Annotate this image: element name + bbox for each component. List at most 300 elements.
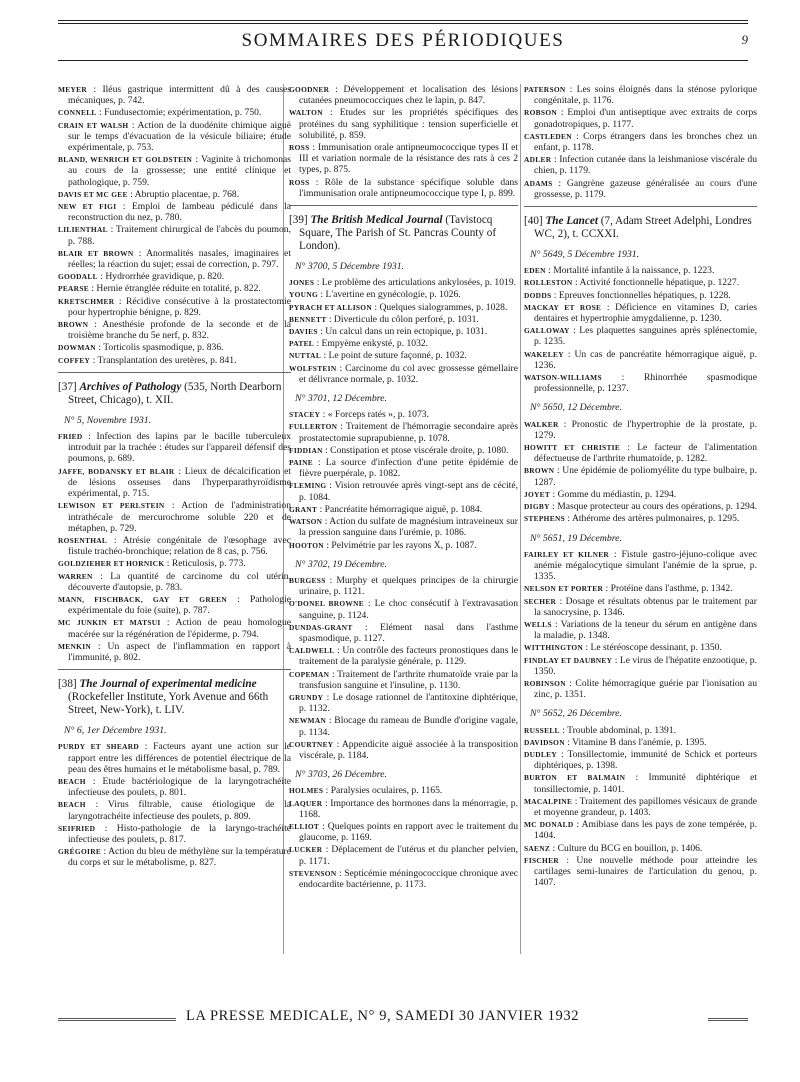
entry-authors: MC JUNKIN ET MATSUI	[58, 618, 161, 628]
entry-text: : Trouble abdominal, p. 1391.	[559, 724, 676, 736]
entry-text: : Reticulosis, p. 773.	[164, 558, 246, 570]
abstract-entry	[58, 342, 291, 353]
entry-text: : Infection cutanée dans la leishmaniose viscérale du chien, p. 1179.	[534, 154, 757, 177]
journal-address: (7, Adam Street Adelphi, Londres WC, 2), t. CCXXI.	[534, 215, 752, 241]
entry-text: : La source d'infection d'une petite épidémie de fièvre puerpérale, p. 1082.	[299, 457, 518, 480]
entry-text: : Facteurs ayant une action sur le rapport entre les différences de potentiel électrique de la peau des êtres humains et le métabolisme basal, p. 789.	[68, 741, 291, 775]
abstract-entry	[58, 594, 291, 616]
entry-list	[58, 741, 291, 868]
entry-list	[58, 84, 291, 366]
entry-text: : Vitamine B dans l'anémie, p. 1395.	[564, 736, 707, 748]
entry-text: : Traitement des papillomes vésicaux de grande et moyenne grandeur, p. 1403.	[534, 795, 757, 818]
entry-text: : La quantité de carcinome du col utérin, découverte d'autopsie, p. 783.	[68, 570, 291, 593]
entry-authors: GOODNER	[289, 85, 330, 94]
entry-authors: LILIENTHAL	[58, 225, 108, 235]
entry-authors: MANN, FISCHBACK, GAY ET GREEN	[58, 594, 228, 604]
entry-text: : Gomme du médiastin, p. 1294.	[550, 488, 677, 500]
entry-text: : Amibiase dans les pays de zone tempérée, p. 1404.	[534, 819, 758, 842]
abstract-entry	[524, 678, 757, 700]
abstract-entry	[289, 540, 518, 551]
entry-text: : Masque protecteur au cours des opérations, p. 1294.	[549, 501, 758, 513]
abstract-entry	[524, 655, 757, 677]
entry-authors: SECHER	[524, 596, 557, 606]
entry-authors: DIGBY	[524, 502, 550, 512]
journal-name: Archives of Pathology	[79, 380, 182, 393]
entry-list	[524, 549, 757, 701]
journal-number: [39]	[289, 214, 308, 227]
abstract-entry	[524, 737, 757, 748]
entry-text: : Rôle de la substance spécifique soluble dans l'immunisation orale antipneumococcique type I, p. 899.	[299, 176, 518, 199]
entry-text: : Culture du BCG en bouillon, p. 1406.	[550, 842, 703, 854]
abstract-entry	[524, 619, 757, 641]
entry-authors: FRIED	[58, 432, 83, 442]
entry-authors: YOUNG	[289, 290, 319, 300]
abstract-entry	[289, 844, 518, 866]
abstract-entry	[58, 283, 291, 294]
entry-authors: WALKER	[524, 419, 559, 429]
entry-text: : Traitement de l'hémorragie secondaire après prostatectomie suprapubienne, p. 1078.	[299, 421, 518, 444]
entry-authors: PYRACH ET ALLISON	[289, 302, 372, 312]
entry-text: : Gangrène gazeuse généralisée au cours d'une grossesse, p. 1179.	[534, 177, 757, 200]
entry-text: : Hernie étranglée réduite en totalité, p. 822.	[88, 283, 261, 295]
entry-text: : Variations de la teneur du sérum en antigène dans la maladie, p. 1348.	[534, 618, 757, 642]
entry-authors: DAVIDSON	[524, 737, 565, 747]
entry-text: : Fundusectomie; expérimentation, p. 750.	[96, 107, 262, 119]
entry-text: : Paralysies oculaires, p. 1165.	[323, 785, 443, 797]
abstract-entry	[58, 500, 291, 534]
abstract-entry	[289, 338, 518, 349]
entry-authors: STEPHENS	[524, 514, 566, 524]
entry-authors: WOLFSTEIN	[289, 363, 337, 373]
entry-authors: RUSSELL	[524, 725, 560, 735]
abstract-entry	[58, 571, 291, 593]
abstract-entry	[58, 319, 291, 341]
page-number: 9	[741, 32, 748, 47]
entry-authors: HOOTON	[289, 540, 324, 550]
entry-authors: FULLERTON	[289, 422, 338, 432]
entry-authors: KRETSCHMER	[58, 296, 115, 306]
entry-text: : Mortalité infantile à la naissance, p. 1223.	[545, 265, 715, 277]
abstract-entry	[58, 535, 291, 557]
abstract-entry	[58, 296, 291, 318]
entry-text: : Un cas de pancréatite hémorragique aiguë, p. 1236.	[534, 348, 757, 371]
entry-text: : Tonsillectomie, immunité de Schick et porteurs diphtériques, p. 1398.	[534, 748, 757, 772]
issue-date: N° 3703, 26 Décembre.	[295, 769, 387, 781]
abstract-entry	[289, 363, 518, 385]
entry-text: : Virus filtrable, cause étiologique de la laryngotrachéite infectieuse des poulets, p. 809.	[68, 799, 291, 822]
column-right	[524, 84, 757, 889]
abstract-entry	[289, 669, 518, 691]
abstract-entry	[289, 575, 518, 597]
entry-authors: CASTLEDEN	[524, 131, 572, 141]
entry-authors: BURGESS	[289, 575, 326, 585]
abstract-entry	[58, 431, 291, 465]
page-footer	[58, 1008, 748, 1036]
entry-text: : Traitement chirurgical de l'abcès du poumon, p. 788.	[68, 224, 291, 247]
entry-text: : Immunité diphtérique et tonsillectomie, p. 1401.	[534, 772, 757, 795]
journal-address: (535, North Dearborn Street, Chicago), t. XII.	[68, 380, 282, 406]
entry-text: : Les soins éloignés dans la sténose pylorique congénitale, p. 1176.	[534, 84, 757, 107]
entry-authors: DUDLEY	[524, 749, 558, 759]
entry-authors: PATEL	[289, 339, 315, 349]
entry-text: : Un contrôle des facteurs pronostiques dans le traitement de la paralysie générale, p. 1129.	[299, 645, 518, 668]
abstract-entry	[524, 513, 757, 524]
entry-text: : Pathologie expérimentale du foie (suite), p. 787.	[68, 593, 291, 617]
abstract-entry	[58, 107, 291, 118]
footer-rule	[58, 1018, 176, 1021]
abstract-entry	[289, 314, 518, 325]
entry-authors: ROLLESTON	[524, 278, 573, 288]
entry-text: : Quelques points en rapport avec le traitement du glaucome, p. 1169.	[299, 820, 518, 844]
entry-authors: FIDDIAN	[289, 445, 323, 455]
entry-list	[289, 785, 518, 890]
entry-authors: CRAIN ET WALSH	[58, 120, 129, 130]
journal-number: [40]	[524, 215, 543, 228]
entry-authors: PATERSON	[524, 85, 566, 94]
abstract-entry	[289, 107, 518, 141]
entry-text: : Action du sulfate de magnésium intraveineux sur la pression sanguine dans l'urémie, p. 1086.	[299, 516, 518, 539]
entry-authors: MEYER	[58, 85, 88, 94]
abstract-entry	[58, 741, 291, 775]
journal-address: (Tavistocq Square, The Parish of St. Pancras County of London).	[299, 214, 497, 253]
entry-authors: EDEN	[524, 266, 546, 276]
abstract-entry	[289, 715, 518, 737]
entry-text: : Etude bactériologique de la laryngotrachéite infectieuse des poulets, p. 801.	[68, 775, 291, 799]
entry-text: : Le stéréoscope dessinant, p. 1350.	[583, 642, 722, 654]
entry-text: : Carcinome du col avec grossesse gémellaire et délivrance normale, p. 1032.	[299, 362, 518, 385]
entry-text: : Développement et localisation des lésions cutanées pneumococciques chez le lapin, p. 847.	[299, 84, 518, 107]
journal-name: The Journal of experimental medicine	[79, 678, 257, 691]
entry-text: : Blocage du rameau de Bundle d'origine vagale, p. 1134.	[299, 715, 518, 738]
abstract-entry	[289, 302, 518, 313]
entry-authors: HOWITT ET CHRISTIE	[524, 443, 621, 453]
entry-authors: COFFEY	[58, 355, 91, 365]
entry-text: : Rhinorrhée spasmodique professionnelle, p. 1237.	[534, 372, 757, 395]
entry-authors: ROSENTHAL	[58, 535, 108, 545]
entry-text: : Corps étrangers dans les bronches chez un enfant, p. 1178.	[534, 130, 757, 154]
entry-text: : Hydrorrhée gravidique, p. 820.	[97, 271, 225, 283]
entry-authors: CALDWELL	[289, 646, 335, 656]
abstract-entry	[289, 350, 518, 361]
abstract-entry	[289, 480, 518, 502]
entry-text: : Le facteur de l'alimentation défectueuse de l'arthrite rhumatoïde, p. 1282.	[534, 442, 757, 465]
entry-authors: NELSON ET PORTER	[524, 584, 604, 594]
abstract-entry	[289, 785, 518, 796]
entry-authors: WARREN	[58, 571, 93, 581]
entry-authors: BEACH	[58, 776, 86, 786]
entry-text: : Diverticule du côlon perforé, p. 1031.	[326, 313, 479, 325]
section-separator	[58, 669, 291, 670]
header-rule	[58, 20, 748, 21]
abstract-entry	[58, 558, 291, 569]
entry-authors: NUTTAL	[289, 351, 322, 361]
entry-text: : Empyème enkysté, p. 1032.	[314, 338, 429, 350]
issue-date: N° 3701, 12 Décembre.	[295, 393, 387, 405]
abstract-entry	[289, 277, 518, 288]
abstract-entry	[524, 772, 757, 794]
journal-name: The Lancet	[545, 215, 598, 228]
entry-list	[289, 409, 518, 550]
entry-authors: MC DONALD	[524, 820, 574, 830]
section-separator	[58, 372, 291, 373]
entry-text: : Elément nasal dans l'asthme spasmodique, p. 1127.	[299, 621, 518, 644]
abstract-entry	[289, 598, 518, 620]
entry-text: : Les plaquettes sanguines après splénectomie, p. 1235.	[534, 325, 757, 348]
abstract-entry	[289, 622, 518, 644]
entry-text: : Action de peau homologue macérée sur la régénération de l'épiderme, p. 794.	[68, 617, 291, 640]
abstract-entry	[289, 409, 518, 420]
entry-authors: WAKELEY	[524, 349, 564, 359]
abstract-entry	[524, 302, 757, 324]
abstract-entry	[524, 749, 757, 771]
issue-date: N° 3700, 5 Décembre 1931.	[295, 261, 405, 273]
entry-text: : Pelvimétrie par les rayons X, p. 1087.	[323, 539, 477, 551]
entry-authors: BROWN	[58, 320, 89, 330]
abstract-entry	[524, 84, 757, 106]
entry-text: : Atrésie congénitale de l'œsophage avec fistule trachéo-bronchique; relation de 8 cas, p. 756.	[68, 534, 291, 558]
entry-authors: GOODALL	[58, 272, 98, 282]
abstract-entry	[58, 224, 291, 246]
abstract-entry	[289, 645, 518, 667]
entry-text: : Emploi d'un antiseptique avec extraits de corps gonadotropiques, p. 1177.	[534, 107, 757, 130]
entry-text: : Importance des hormones dans la ménorragie, p. 1168.	[299, 797, 518, 820]
entry-text: : Le dosage rationnel de l'antitoxine diphtérique, p. 1132.	[299, 691, 518, 715]
entry-text: : Fistule gastro-jéjuno-colique avec anémie mégalocytique simulant l'anémie de la sprue, p. 1335.	[534, 548, 757, 583]
entry-list	[524, 265, 757, 394]
entry-authors: PURDY ET SHEARD	[58, 742, 139, 752]
abstract-entry	[58, 776, 291, 798]
abstract-entry	[524, 419, 757, 441]
abstract-entry	[58, 799, 291, 821]
abstract-entry	[524, 290, 757, 301]
column-left	[58, 84, 291, 870]
abstract-entry	[289, 516, 518, 538]
entry-text: : Pancréatite hémorragique aiguë, p. 1084.	[317, 503, 483, 515]
entry-text: : Lieux de décalcification et de lésions osseuses dans l'hyperparathyroïdisme expérimental, p. 715.	[68, 465, 291, 500]
abstract-entry	[524, 489, 757, 500]
entry-authors: JONES	[289, 278, 315, 288]
entry-authors: LAQUER	[289, 798, 323, 808]
abstract-entry	[58, 355, 291, 366]
entry-authors: DOWMAN	[58, 343, 96, 353]
abstract-entry	[524, 349, 757, 371]
entry-authors: BEACH	[58, 800, 86, 810]
entry-authors: STEVENSON	[289, 868, 337, 878]
entry-authors: DUNDAS-GRANT	[289, 622, 353, 632]
abstract-entry	[524, 277, 757, 288]
entry-authors: FLEMING	[289, 481, 327, 491]
section-separator	[289, 205, 518, 206]
entry-authors: WELLS	[524, 619, 552, 629]
abstract-entry	[58, 84, 291, 106]
entry-authors: ROBSON	[524, 108, 558, 118]
entry-authors: ROSS	[289, 143, 310, 153]
entry-list	[524, 419, 757, 525]
entry-authors: BLAND, WENRICH ET GOLDSTEIN	[58, 155, 193, 165]
issue-date: N° 5, Novembre 1931.	[64, 414, 152, 426]
entry-authors: DODDS	[524, 290, 552, 300]
entry-text: : Abruptio placentae, p. 768.	[127, 188, 240, 200]
column-middle	[289, 84, 518, 891]
entry-authors: HOLMES	[289, 786, 324, 796]
abstract-entry	[289, 326, 518, 337]
entry-authors: GRÉGOIRE	[58, 847, 102, 857]
entry-text: : Athérome des artères pulmonaires, p. 1295.	[565, 513, 740, 525]
entry-authors: SAENZ	[524, 843, 551, 853]
abstract-entry	[524, 843, 757, 854]
abstract-entry	[58, 271, 291, 282]
journal-address: (Rockefeller Institute, York Avenue and 66th Street, New-York), t. LIV.	[68, 691, 269, 717]
entry-text: : L'avertine en gynécologie, p. 1026.	[318, 289, 461, 301]
entry-text: : Le problème des articulations ankylosées, p. 1019.	[314, 277, 517, 289]
entry-authors: BURTON ET BALMAIN	[524, 773, 626, 783]
entry-authors: FINDLAY ET DAUBNEY	[524, 655, 613, 665]
column-divider	[520, 84, 521, 954]
entry-text: : Constipation et ptose viscérale droite, p. 1080.	[322, 444, 509, 456]
entry-text: : Un calcul dans un rein ectopique, p. 1031.	[317, 326, 488, 338]
journal-heading	[524, 215, 757, 241]
journal-heading	[58, 678, 291, 717]
entry-authors: SEIFRIED	[58, 823, 96, 833]
entry-authors: GALLOWAY	[524, 326, 570, 336]
entry-authors: ADAMS	[524, 178, 553, 188]
journal-number: [38]	[58, 678, 77, 691]
abstract-entry	[289, 177, 518, 199]
entry-text: : Colite hémorragique guérie par l'ionisation au zinc, p. 1351.	[534, 677, 757, 701]
entry-authors: NEWMAN	[289, 716, 327, 726]
entry-authors: CONNELL	[58, 108, 97, 118]
journal-heading	[289, 214, 518, 253]
entry-text: : Histo-pathologie de la laryngo-trachéite infectieuse des poulets, p. 817.	[68, 822, 291, 845]
abstract-entry	[524, 855, 757, 889]
entry-authors: ADLER	[524, 155, 552, 165]
abstract-entry	[289, 289, 518, 300]
page-title: SOMMAIRES DES PÉRIODIQUES	[241, 30, 565, 51]
entry-authors: WALTON	[289, 108, 323, 118]
entry-text: : Vaginite à trichomonas au cours de la grossesse; une entité clinique et pathologique, p. 759.	[68, 154, 291, 188]
header-rule	[58, 23, 748, 24]
entry-authors: GOLDZIEHER ET HORNICK	[58, 559, 165, 569]
entry-text: : Action du bleu de méthylène sur la température du corps et sur le métabolisme, p. 827.	[68, 846, 291, 869]
entry-text: : Etudes sur les propriétés spécifiques des protéines du sang syphilitique : tension superficielle et solubilité, p. 859.	[299, 107, 518, 141]
entry-text: : Le point de suture façonné, p. 1032.	[321, 350, 467, 362]
journal-name: The British Medical Journal	[310, 214, 443, 227]
abstract-entry	[58, 189, 291, 200]
entry-text: : Le choc consécutif à l'extravasation sanguine, p. 1124.	[299, 598, 518, 621]
entry-text: : Anormalités nasales, imaginaires et réelles; la réaction du sujet; essai de correction, p. 797.	[68, 247, 291, 271]
entry-authors: PAINE	[289, 458, 313, 468]
header-rule	[58, 60, 748, 61]
entry-text: : Transplantation des uretères, p. 841.	[90, 354, 237, 366]
abstract-entry	[524, 796, 757, 818]
abstract-entry	[58, 248, 291, 270]
abstract-entry	[58, 617, 291, 639]
issue-date: N° 5651, 19 Décembre.	[530, 532, 622, 544]
entry-text: : Iléus gastrique intermittent dû à des causes mécaniques, p. 742.	[68, 84, 291, 107]
entry-list	[289, 84, 518, 199]
entry-authors: GRANT	[289, 504, 318, 514]
entry-text: : « Forceps ratés », p. 1073.	[320, 409, 429, 421]
journal-number: [37]	[58, 380, 77, 393]
abstract-entry	[289, 84, 518, 106]
abstract-entry	[58, 120, 291, 154]
abstract-entry	[289, 504, 518, 515]
entry-text: : Torticolis spasmodique, p. 836.	[95, 342, 224, 354]
entry-authors: BROWN	[524, 466, 555, 476]
abstract-entry	[524, 642, 757, 653]
entry-authors: BLAIR ET BROWN	[58, 248, 134, 258]
abstract-entry	[289, 421, 518, 443]
entry-text: : Immunisation orale antipneumococcique types II et III et variation normale de la résistance des rats à ces 2 types, p. 875.	[299, 142, 518, 176]
abstract-entry	[524, 583, 757, 594]
entry-list	[289, 277, 518, 385]
entry-text: : Action de la duodénite chimique aiguë sur le temps d'évacuation de la vésicule biliaire; étude expérimentale, p. 753.	[68, 119, 291, 154]
abstract-entry	[289, 868, 518, 890]
entry-list	[524, 725, 757, 889]
entry-authors: STACEY	[289, 410, 321, 420]
abstract-entry	[524, 501, 757, 512]
entry-authors: NEW ET FIGI	[58, 202, 117, 212]
entry-authors: FISCHER	[524, 855, 559, 865]
entry-text: : Protéine dans l'asthme, p. 1342.	[603, 583, 733, 595]
entry-authors: JAFFE, BODANSKY ET BLAIR	[58, 466, 175, 476]
entry-authors: LUCKER	[289, 845, 323, 855]
issue-date: N° 5650, 12 Décembre.	[530, 402, 622, 414]
entry-list	[524, 84, 757, 200]
entry-text: : Le virus de l'hépatite enzootique, p. 1350.	[534, 654, 757, 677]
entry-text: : Septicémie méningococcique chronique avec endocardite bactérienne, p. 1173.	[299, 867, 518, 890]
entry-text: : Anesthésie profonde de la seconde et de la troisième branche du 5e nerf, p. 832.	[68, 319, 291, 342]
entry-list	[58, 431, 291, 663]
entry-list	[289, 575, 518, 761]
abstract-entry	[524, 372, 757, 394]
entry-text: : Vision retrouvée après vingt-sept ans de cécité, p. 1084.	[299, 480, 518, 503]
abstract-entry	[289, 445, 518, 456]
page-header	[58, 20, 748, 76]
abstract-entry	[524, 154, 757, 176]
issue-date: N° 3702, 19 Décembre.	[295, 558, 387, 570]
abstract-entry	[289, 739, 518, 761]
entry-authors: MACALPINE	[524, 796, 573, 806]
abstract-entry	[524, 178, 757, 200]
abstract-entry	[524, 107, 757, 129]
entry-authors: WATSON-WILLIAMS	[524, 373, 602, 383]
abstract-entry	[524, 465, 757, 487]
abstract-entry	[289, 798, 518, 820]
entry-text: : Appendicite aiguë associée à la transposition viscérale, p. 1184.	[299, 738, 518, 761]
entry-text: : Murphy et quelques principes de la chirurgie urinaire, p. 1121.	[299, 574, 518, 598]
entry-text: : Action de l'administration intrathécale de mercurochrome soluble 220 et de métaphen, p. 729.	[68, 500, 292, 534]
entry-authors: WATSON	[289, 517, 323, 527]
entry-authors: BENNETT	[289, 314, 327, 324]
journal-heading	[58, 381, 291, 407]
abstract-entry	[524, 819, 757, 841]
abstract-entry	[58, 846, 291, 868]
entry-text: : Emploi de lambeau pédiculé dans la reconstruction du nez, p. 780.	[68, 201, 291, 224]
abstract-entry	[58, 466, 291, 500]
entry-authors: FAIRLEY ET KILNER	[524, 549, 610, 559]
abstract-entry	[524, 265, 757, 276]
entry-authors: ELLIOT	[289, 821, 320, 831]
abstract-entry	[289, 457, 518, 479]
entry-text: : Pronostic de l'hypertrophie de la prostate, p. 1279.	[534, 418, 757, 441]
abstract-entry	[524, 131, 757, 153]
entry-authors: O'DONEL BROWNE	[289, 599, 364, 609]
entry-authors: JOYET	[524, 489, 551, 499]
entry-authors: ROBINSON	[524, 678, 566, 688]
entry-text: : Traitement de l'arthrite rhumatoïde vraie par la transfusion sanguine et l'insuline, p. 1130.	[299, 668, 518, 691]
footer-rule	[708, 1018, 748, 1021]
